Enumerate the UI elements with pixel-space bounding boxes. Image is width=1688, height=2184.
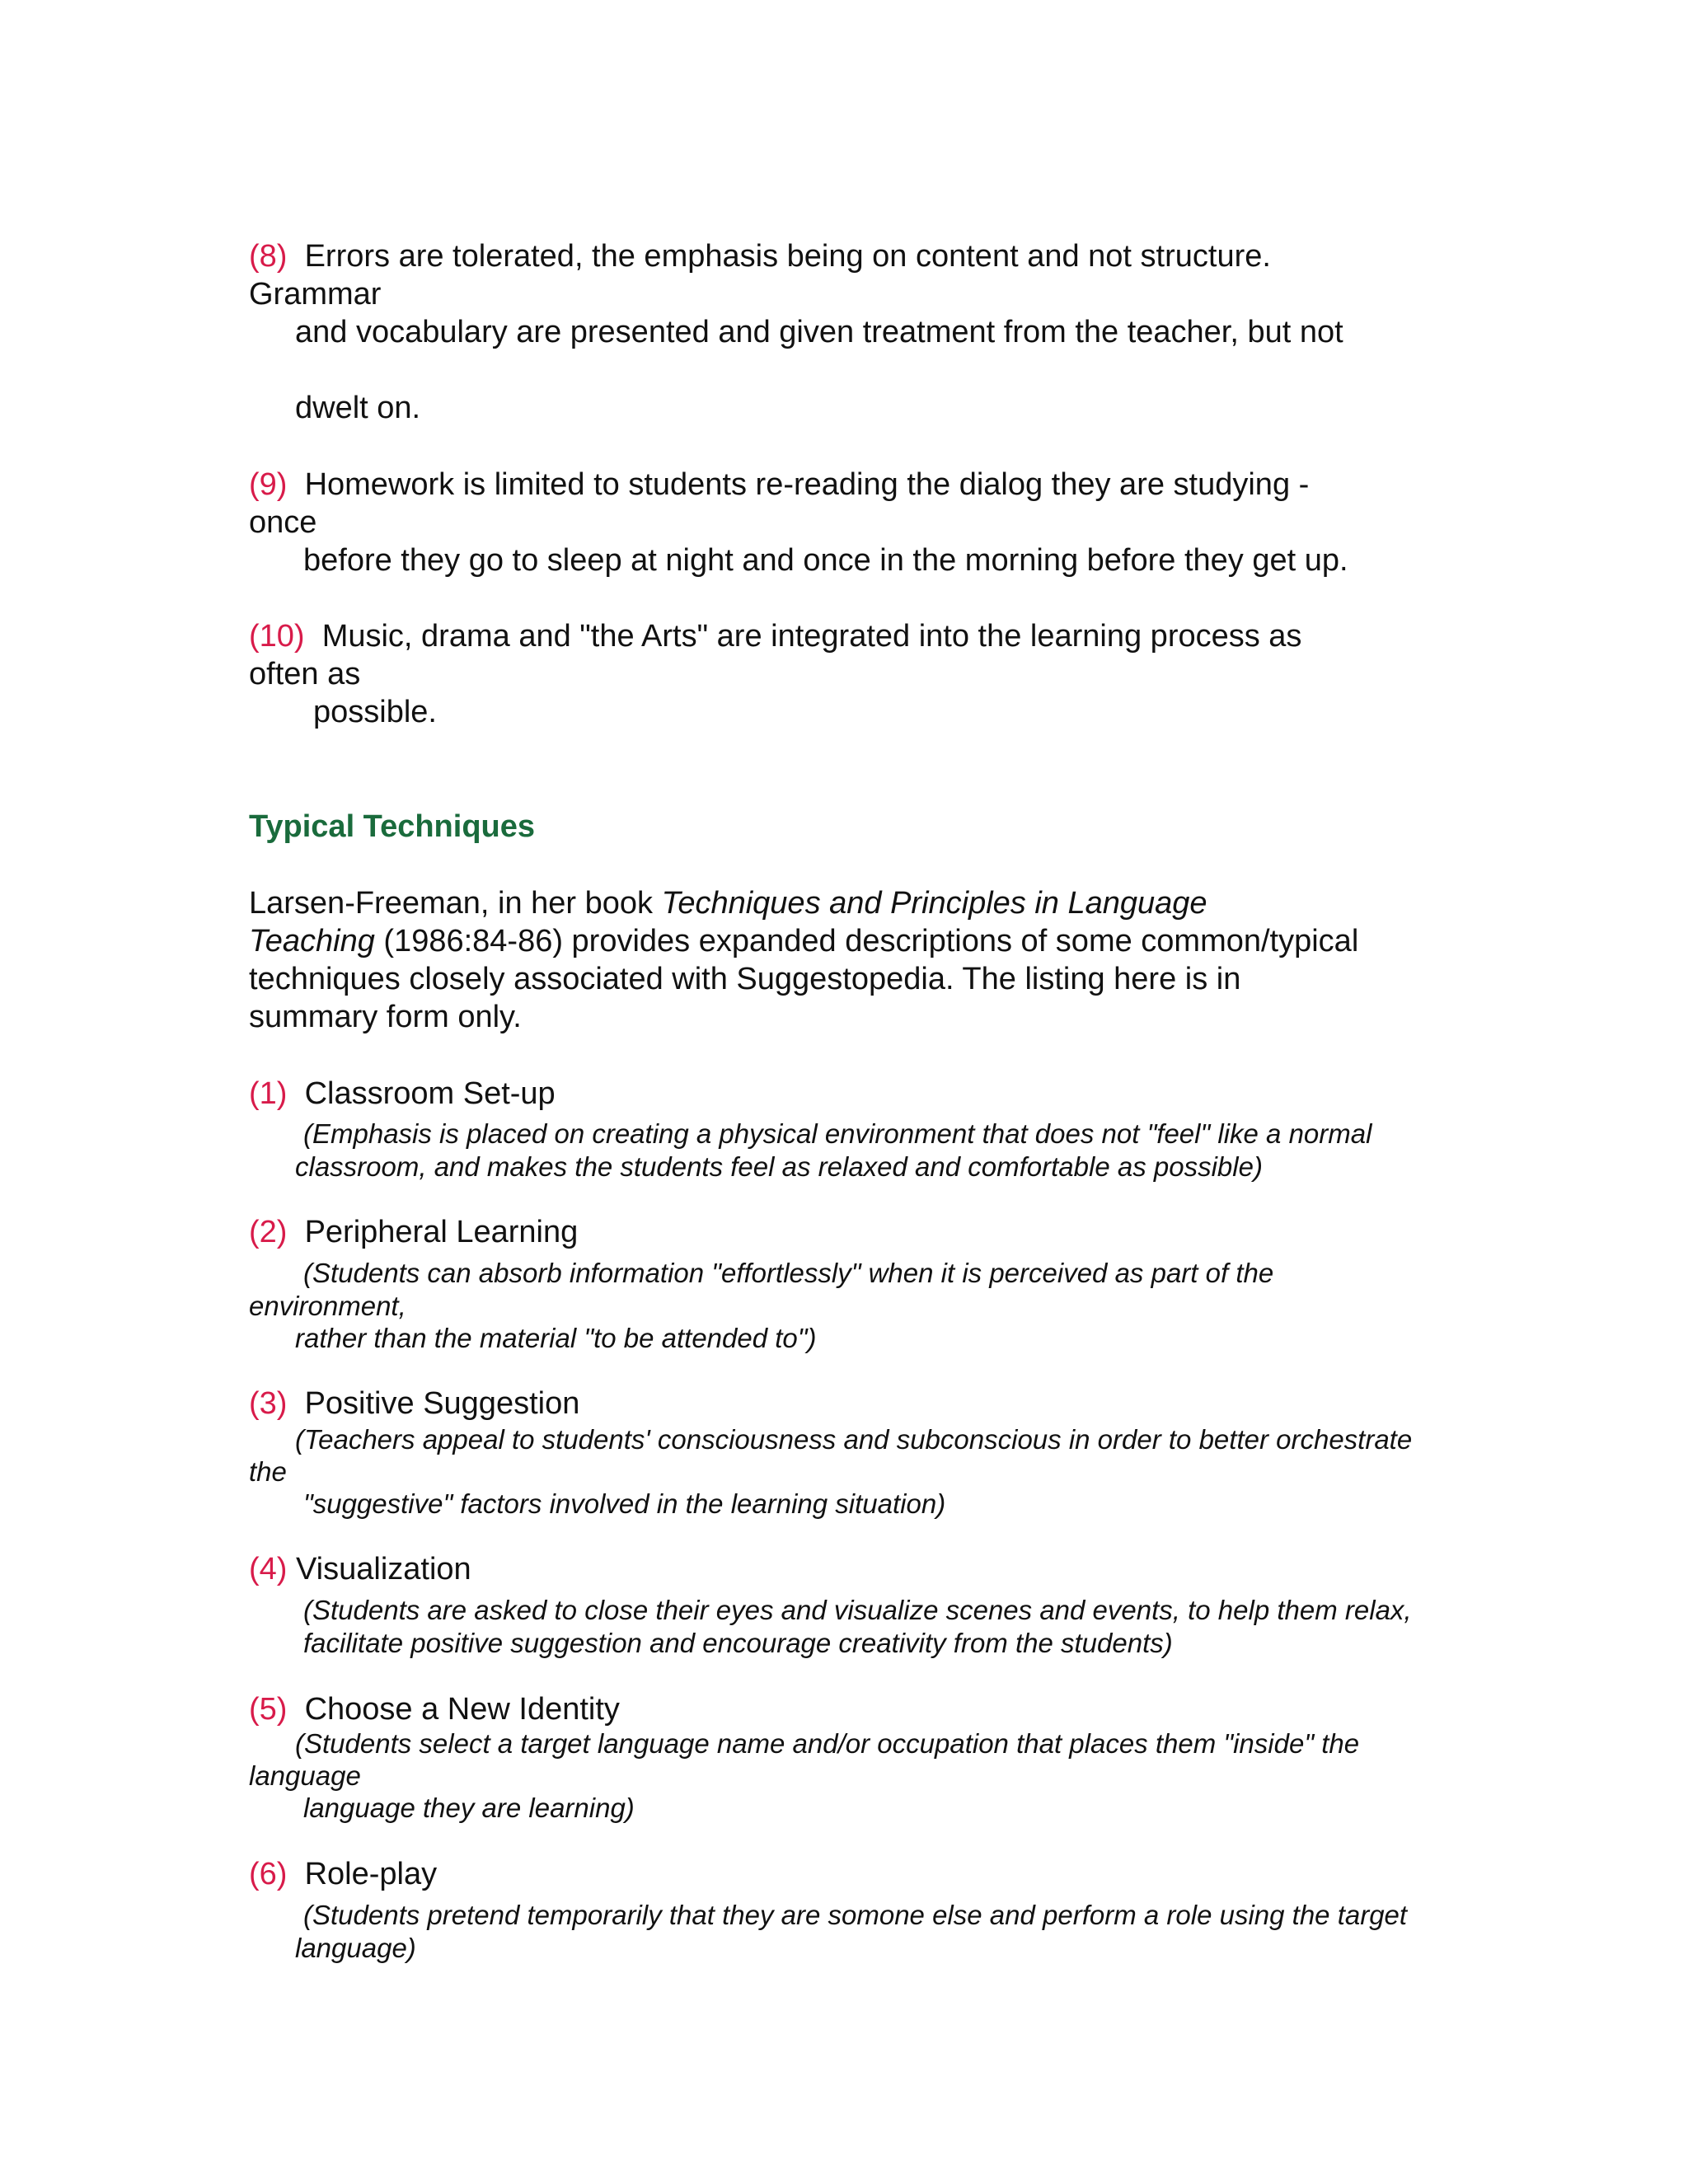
rule-8-wrap: Grammar bbox=[249, 277, 382, 312]
technique-desc: the bbox=[249, 1456, 287, 1487]
intro-text: (1986:84-86) provides expanded descriptions of some common/typical bbox=[374, 924, 1359, 958]
intro-line-3: techniques closely associated with Suggestopedia. The listing here is in bbox=[249, 962, 1241, 996]
intro-line-2 bbox=[249, 922, 1358, 960]
rule-text: Music, drama and "the Arts" are integrated into the learning process as bbox=[321, 619, 1302, 654]
technique-desc: (Students select a target language name and/or occupation that places them "inside" the bbox=[295, 1728, 1360, 1759]
technique-title: Visualization bbox=[296, 1552, 471, 1586]
rule-8-line: and vocabulary are presented and given treatment from the teacher, but not bbox=[295, 315, 1343, 349]
rule-text: Homework is limited to students re-reading the dialog they are studying - bbox=[304, 467, 1310, 502]
technique-title: Positive Suggestion bbox=[304, 1386, 580, 1421]
book-title: Techniques and Principles in Language bbox=[661, 886, 1207, 921]
technique-title: Peripheral Learning bbox=[304, 1215, 579, 1249]
rule-number: (10) bbox=[249, 619, 305, 654]
technique-desc: facilitate positive suggestion and encourage creativity from the students) bbox=[303, 1628, 1173, 1658]
technique-desc: language bbox=[249, 1760, 361, 1791]
technique-number: (5) bbox=[249, 1692, 288, 1727]
rule-10-first-line bbox=[249, 617, 1301, 655]
technique-desc: language) bbox=[295, 1933, 416, 1963]
technique-title: Choose a New Identity bbox=[304, 1692, 620, 1727]
rule-9-first-line bbox=[249, 466, 1309, 504]
intro-text: Larsen-Freeman, in her book bbox=[249, 886, 662, 921]
technique-desc: (Students can absorb information "effortlessly" when it is perceived as part of the bbox=[303, 1258, 1274, 1288]
technique-number: (6) bbox=[249, 1857, 288, 1891]
technique-title-line bbox=[249, 1385, 579, 1422]
rule-8-line: dwelt on. bbox=[295, 391, 421, 425]
technique-desc: (Teachers appeal to students' consciousness and subconscious in order to better orchestrate bbox=[295, 1424, 1413, 1455]
section-heading: Typical Techniques bbox=[249, 809, 536, 844]
rule-10-wrap: often as bbox=[249, 657, 361, 691]
technique-number: (4) bbox=[249, 1552, 288, 1586]
technique-number: (1) bbox=[249, 1076, 288, 1111]
technique-title-line bbox=[249, 1075, 556, 1113]
technique-desc: rather than the material "to be attended to") bbox=[295, 1323, 817, 1353]
technique-desc: (Students are asked to close their eyes and visualize scenes and events, to help them relax, bbox=[303, 1595, 1412, 1625]
rule-10-line: possible. bbox=[313, 695, 437, 729]
technique-desc: "suggestive" factors involved in the learning situation) bbox=[303, 1488, 946, 1519]
rule-9-line: before they go to sleep at night and once in the morning before they get up. bbox=[303, 543, 1348, 578]
technique-desc: environment, bbox=[249, 1291, 406, 1321]
intro-line-4: summary form only. bbox=[249, 1000, 522, 1034]
rule-text: Errors are tolerated, the emphasis being on content and not structure. bbox=[304, 239, 1271, 274]
technique-desc: (Emphasis is placed on creating a physical environment that does not "feel" like a normal bbox=[303, 1118, 1372, 1149]
book-title: Teaching bbox=[249, 924, 375, 958]
rule-number: (8) bbox=[249, 239, 288, 274]
technique-desc: language they are learning) bbox=[303, 1793, 635, 1823]
technique-desc: classroom, and makes the students feel as relaxed and comfortable as possible) bbox=[295, 1151, 1263, 1182]
rule-number: (9) bbox=[249, 467, 288, 502]
technique-title-line bbox=[249, 1550, 471, 1588]
technique-number: (2) bbox=[249, 1215, 288, 1249]
rule-9-wrap: once bbox=[249, 505, 317, 540]
technique-title: Classroom Set-up bbox=[304, 1076, 556, 1111]
rule-8-first-line bbox=[249, 237, 1271, 275]
technique-desc: (Students pretend temporarily that they are somone else and perform a role using the target bbox=[303, 1900, 1408, 1930]
technique-title-line bbox=[249, 1213, 578, 1251]
technique-title-line bbox=[249, 1690, 620, 1728]
technique-number: (3) bbox=[249, 1386, 288, 1421]
intro-line-1 bbox=[249, 884, 1207, 922]
technique-title: Role-play bbox=[304, 1857, 438, 1891]
technique-title-line bbox=[249, 1855, 437, 1893]
